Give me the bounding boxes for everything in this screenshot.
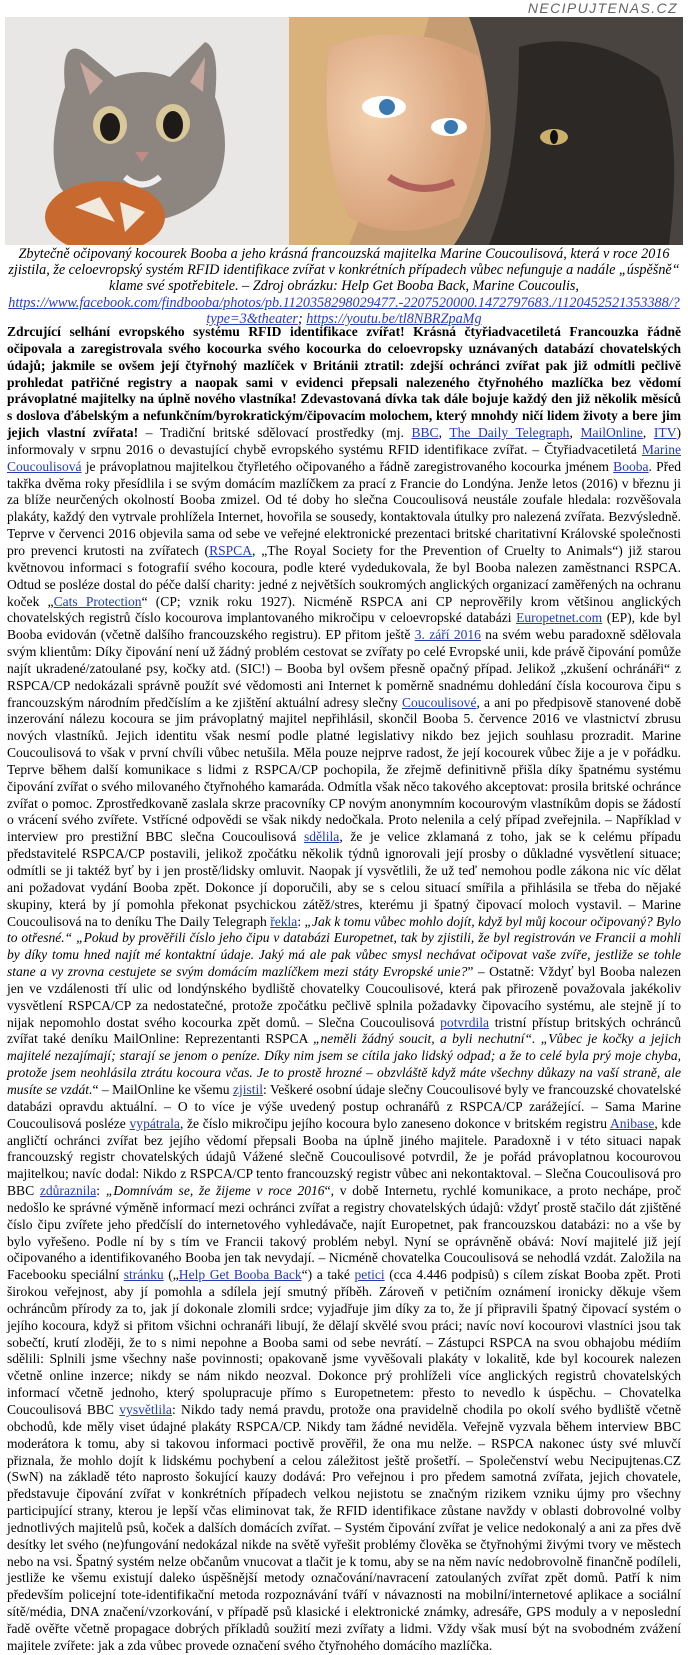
article-text: , a ani po předpisově stanovené době inzerování nálezu kocoura se jim právoplatný majitel nepřihlásil, skončil Booba 5. července 2016 ve vlastnictví zbrusu nových vlastníků. Jejich identitu však nesmí podle platné legislativy nikdo bez jejich souhlasu prozradit. Marine Coucoulisová to však v první chvíli vůbec netušila. Měla pouze nejprve radost, že její kocourek vůbec žije a je v pořádku. Teprve během další komunikace s lidmi z RSPCA/CP pochopila, že zřejmě definitivně přišla díky špatnému systému čipování zvířat o svého milovaného čtyřnohého kamaráda. Odmítla však něco takového akceptovat: prosila britské ochránce zvířat o pomoc. Zprostředkovaně zaslala skrze pracovníky CP novým anonymním kocourovým vlastníkům dopis se žádostí o vrácení svého zvířete. Vstřícné odpovědi se však nikdy nedočkala. Proto nelenila a celý případ zveřejnila. – Například v interview pro prestižní BBC slečna Coucoulisová — [7, 694, 681, 845]
link-zduraznila[interactable]: zdůraznila — [39, 1183, 97, 1199]
link-sdelila[interactable]: sdělila — [303, 829, 340, 845]
link-rspca[interactable]: RSPCA — [209, 542, 253, 558]
link-telegraph[interactable]: The Daily Telegraph — [449, 425, 570, 441]
article-text: ” – Ostatně: Vždyť byl Booba nalezen jen ve vzdálenosti tří ulic od londýnského bydliště chovatelky Coucoulisové, která pak přirozeně považovala jakékoliv vysvětlení RSPCA/CP za nedostatečné, protože zpočátku pečlivě splnila požadavky čipovacího systému, ale stejně jí to nijak nepomohlo dostat svého kocourka zpět domů. – Slečna Coucoulisová — [7, 964, 682, 1030]
link-petici[interactable]: petici — [354, 1267, 385, 1283]
link-stranku[interactable]: stránku — [123, 1267, 164, 1283]
article-lead: Zdrcující selhání evropského systému RFID identifikace zvířat! Krásná čtyřiadvacetiletá Francouzka řádně očipovala a zaregistrovala svého kocourka svého kocourka do celoevropsky uznávaných databází chovatelských údajů; jakmile se ovšem její čtyřnohý mazlíček v Británii ztratil: zdejší ochránci zvířat pak již odmítli pečlivě prohledat patřičné registry a naopak sami v evidenci přepsali nalezeného čtyřnohého mazlíčka bez vědomí právoplatné majitelky na úplně nového vlastníka! Zdevastovaná dívka tak dále bojuje každý den již několik měsíců s doslova ďábelským a nefunkčním/byrokratickým/čipovacím molochem, který mnohdy ničí lidem životy a bere jim jejich vlastní zvířata! — [7, 324, 681, 441]
cat-illustration — [5, 17, 289, 245]
article-text: – Tradiční britské sdělovací prostředky (mj. — [138, 425, 412, 441]
link-itv[interactable]: ITV — [653, 425, 677, 441]
article-text: “, v době Internetu, rychlé komunikace, a proto nechápe, proč nedošlo ke správné výměně informací mezi ochránci zvířat a registry chovatelských údajů: vždyť prostě stačilo dát zjištěné číslo čipu zvířete jeho předčíslí do internetového vyhledávače, najít Europetnet, pak francouzskou databázi: no a vše by bylo vyřešeno. Podle ní by s tím ve Francii takový problém nebyl. Nyní se oprávněně obává: Noví majitelé již její očipovaného a identifikovaného Booba jen tak nevydají. – Nicméně chovatelka Coucoulisová se nehodlá vzdát. Založila na Facebooku speciální — [7, 1183, 682, 1283]
article-text: , že číslo mikročipu jejího kocoura bylo zaneseno dokonce v britském registru — [179, 1115, 610, 1131]
link-help-get-booba-back[interactable]: Help Get Booba Back — [178, 1267, 302, 1283]
quote-mailonline: „neměli žádný soucit, a byli nechutní“. „Vůbec je kočky a jejich majitelé nezajímají; starají se jenom o peníze. Díky nim jsem se cítila jako lidský odpad; a že to celé byla prý moje chyba, protože jsem neohlásila ztrátu kocoura včas. Je to prostě hrozné – obzvláště když máte všechny důkazy na vaší straně, ale musíte se vzdát. — [7, 1031, 681, 1097]
link-cats-protection[interactable]: Cats Protection — [53, 593, 142, 609]
article-text: “ – MailOnline ke všemu — [92, 1081, 233, 1097]
article-text: na svém webu paradoxně sdělovala svým klientům: Díky čipování není už žádný problém cestovat se zvířaty po celé Evropské unii, kde právě čipování pomůže najít ukradené/zatoulané psy, kočky atd. (SIC!) – Booba byl ovšem přesně opačný případ. Jelikož „zkušení ochránáři“ z RSPCA/CP nedokázali správně použít své vědomosti ani Internet k poměrně snadnému dohledání čísla kocourova čipu s francouzským národním předčíslím a ke zjištění aktuální adresy slečny — [7, 627, 682, 710]
quote-bbc: „Domnívám se, že žijeme v roce 2016 — [105, 1183, 325, 1199]
article-text: : Nikdo tady nemá pravdu, protože ona pravidelně chodila po okolí svého bydliště včetně obchodů, kde měly viset údajné plakáty RSPCA/CP. Nikdy tam žádné neviděla. Veřejně vyzvala během interview BBC moderátora k tomu, aby si takovou informaci poctivě prověřil, že ona mu nelže. – RSPCA nakonec ústy své mluvčí přiznala, že mohlo dojít k lidskému pochybení a celou záležitost ještě prošetří. – Společenství webu Necipujtenas.CZ (SwN) na základě této naprosto šokující kauzy dodává: Pro veřejnou i pro předem samotná zvířata, jejich chovatele, představuje čipování zvířat v konkrétních případech velkou nejistotu se značným rizikem vzniku újmy pro všechny participující strany, kterou je lepší včas eliminovat tak, že RFID identifikace zůstane navždy v oblasti dobrovolné volby jednotlivých majitelů psů, koček a dalších domácích zvířat. – Systém čipování zvířat je velice nedokonalý a ani za přes dvě desítky let svého (ne)fungování nedokázal nikde na světě vyřešit problémy člověka se čtyřnohými živými tvory ve městech nebo na vsi. Špatný systém nelze občanům vnucovat a tlačit je k tomu, aby se na něm navíc nedobrovolně finančně podíleli, jestliže ke všemu existují daleko úspěšnější metody označování/navracení zatoulaných zvířat zpět domů. Patří k nim především policejní tote-identifikační metoda rozpoznávání tváří v návaznosti na mobilní/internetové aplikace a sociální sítě/média, DNA značení/vzorkování, v případě psů klasické i elektronické známky, adresáře, GPS moduly a v neposlední řadě ověřte včetně propagace dobrých příkladů soužití mezi zvířaty a lidmi. Vždy však musí být na svobodném zvážení majitele zvířete: jak a zda vůbec provede označení svého čtyřnohého domácího mazlíčka. — [7, 1402, 681, 1653]
link-coucoulisove[interactable]: Coucoulisové — [401, 694, 477, 710]
site-watermark: NECIPUJTENAS.CZ — [527, 0, 678, 16]
article-text: , kde angličtí ochránci zvířat bez jejího vědomí přepsali Booba na úplně jiného majitele. Paradoxně i v této situaci napak francouzský registr chovatelských údajů Vážené slečně Coucoulisové potvrdil, že je pořád právoplatnou kocourovou majitelkou; navíc dodal: Nikdo z RSPCA/CP tento francouzský registr vůbec ani nekontaktoval. – Slečna Coucoulisová pro BBC — [7, 1115, 681, 1199]
article-text: . Před takřka dvěma roky přesídlila i se svým domácím mazlíčkem za prací z Francie do Londýna. Jenže letos (2016) v březnu ji za blíže neurčených okolností Booba zmizel. Od té doby ho slečna Coucoulisová neustále zoufale hledala: rozvěšovala plakáty, každý den vytrvale prohlížela Internet, hovořila se sousedy, kontaktovala útulky pro nalezená zvířata. Bezvýsledně. Teprve v červenci 2016 objevila sama od sebe ve veřejné elektronické prezentaci britské charitativní Královské společnosti pro prevenci krutosti na zvířatech ( — [7, 458, 681, 558]
link-vysvetlila[interactable]: vysvětlila — [119, 1402, 172, 1417]
caption-separator: ; — [297, 310, 307, 327]
article-text: je právoplatnou majitelkou čtyřletého očipovaného a řádně zaregistrovaného kocourka jménem — [81, 458, 614, 474]
link-marine[interactable]: Marine Coucoulisová — [7, 441, 681, 474]
caption-youtube-link[interactable]: https://youtu.be/tl8NBRZpaMg — [306, 310, 482, 327]
article-text: (EP), kde byl Booba evidován (včetně dalšího francouzského registru). EP přitom ještě — [7, 610, 682, 643]
link-booba[interactable]: Booba — [613, 458, 649, 474]
article-text: , že je velice zklamaná z toho, jak se k celému případu představitelé RSPCA/CP postavili, jelikož zpočátku několik týdnů ignorovali její prosby o důkladné vysvětlení situace; odmítli se ji taktéž byť by i jen prostě/lidsky omluvit. Naopak jí vysvětlili, že už teď nemohou podle zákona nic víc dělat ani požadovat vydání Booba zpět. Dokonce jí doporučili, aby se s celou situací smířila a přihlásila se třeba do nějaké skupiny, která by jí pomohla překonat psychickou zátěž/stres, kterému ji špatný čipovací moloch vystavil. – Marine Coucoulisová na to deníku The Daily Telegraph — [7, 829, 681, 929]
quote-telegraph: „Jak k tomu vůbec mohlo dojít, když byl můj kocour očipovaný? Bylo to otřesné.“ „Pokud by prověřili číslo jeho čipu v databázi Europetnet, tak by zjistili, že byl registrován ve Francii a mohli by díky tomu hned najít mé kontaktní údaje. Jaký má ale pak vůbec smysl nechávat očipovat vaše zvíře, jestliže se tohle stane a vy zrovna cestujete se svým domácím mazlíčkem mezi státy Evropské unie? — [7, 913, 681, 980]
cat-photo — [5, 17, 289, 245]
link-europetnet[interactable]: Europetnet.com — [516, 610, 603, 626]
photo-caption — [5, 246, 683, 327]
caption-facebook-link[interactable]: https://www.facebook.com/findbooba/photos/pb.1120358298029477.-2207520000.1472797683./1120452521353388/?type=3&theater — [8, 294, 680, 327]
article-text: tristní přístup britských ochránců zvířat také deníku MailOnline: Reprezentanti RSPCA — [7, 1014, 681, 1047]
article-text: , „The Royal Society for the Prevention of Cruelty to Animals“) již starou květnovou informaci s fotografií svého kocoura, podle které vydedukovala, že byl Booba nalezen zaměstnanci RSPCA. Odtud se posléze dostal do péče další charity: jedné z největších soukromých anglických organizací zaměřených na ochranu koček „ — [7, 542, 681, 609]
article-text: : — [96, 1183, 106, 1199]
article-text: („ — [163, 1267, 179, 1283]
article-text: : — [297, 913, 305, 929]
article-text: (cca 4.446 podpisů) s cílem získat Booba zpět. Proti širokou veřejnost, aby jí pomohla a sdílela její smutný příběh. Zároveň v petičním oznámení ironicky děkuje všem ochráncům přírody za to, jak jí dokonale zlomili srdce; vyjadřuje jim díky za to, že jí připravili špatný čipovací systém o jejího kocoura, když si přitom všichni ochranáři libují, že dělají skvělé svou práci; navíc noví kocourovi vlastníci jsou tak sobečtí, krutí zloději, že to s nimi nepohne a Booba sami od sebe nevrátí. – Zástupci RSPCA na svou obhajobu médiím sdělili: Splnili jsme všechny naše povinnosti; opakovaně jsme vyvěšovali plakáty v lokalitě, kde byl kocourek nalezen včetně online inzerce; nikdy se nám nikdo neozval. Dokonce prý prohlíželi více anglických registrů chovatelských informací včetně jednoho, který spolupracuje přímo s Europetnetem: přesto to nevedlo k úspěchu. – Chovatelka Coucoulisová BBC — [7, 1267, 681, 1417]
caption-text: Zbytečně očipovaný kocourek Booba a jeho krásná francouzská majitelka Marine Coucoulisová, která v roce 2016 zjistila, že celoevropský systém RFID identifikace zvířat v konkrétních případech vůbec nefunguje a nadále „úspěšně“ klame své spotřebitele. – Zdroj obrázku: Help Get Booba Back, Marine Coucoulis, — [8, 246, 680, 295]
link-rekla[interactable]: řekla — [270, 913, 298, 929]
article-text: , — [569, 425, 581, 441]
article-text: ) informovaly v srpnu 2016 o devastující chybě evropského systému RFID identifikace zvířat. – Čtyřiadvacetiletá — [7, 425, 681, 457]
article-text: , — [642, 425, 654, 441]
article-text: “ (CP; vznik roku 1927). Nicméně RSPCA ani CP neprověřily krom většinou anglických chovatelských registrů číslo kocourova implantovaného mikročipu v celoevropské databázi — [7, 593, 681, 626]
woman-with-cat-photo — [289, 17, 683, 245]
link-potvrdila[interactable]: potvrdila — [440, 1014, 490, 1030]
link-vypatrala[interactable]: vypátrala — [129, 1115, 180, 1131]
article-photo — [5, 17, 683, 245]
article-text: : Veškeré osobní údaje slečny Coucoulisové byly ve francouzské chovatelské databázi opravdu aktuální. – O to více je výše uvedený postup ochranářů z RSPCA/CP zarážející. – Sama Marine Coucoulisová posléze — [7, 1081, 681, 1131]
woman-cat-illustration — [289, 17, 683, 245]
link-september-date[interactable]: 3. září 2016 — [414, 627, 481, 643]
link-anibase[interactable]: Anibase — [609, 1115, 655, 1131]
article-text: “) a také — [301, 1267, 355, 1283]
article-body — [7, 324, 681, 1655]
link-mailonline[interactable]: MailOnline — [580, 425, 643, 441]
link-bbc[interactable]: BBC — [411, 425, 439, 441]
link-zjistil[interactable]: zjistil — [232, 1081, 264, 1097]
article-text: , — [438, 425, 450, 441]
